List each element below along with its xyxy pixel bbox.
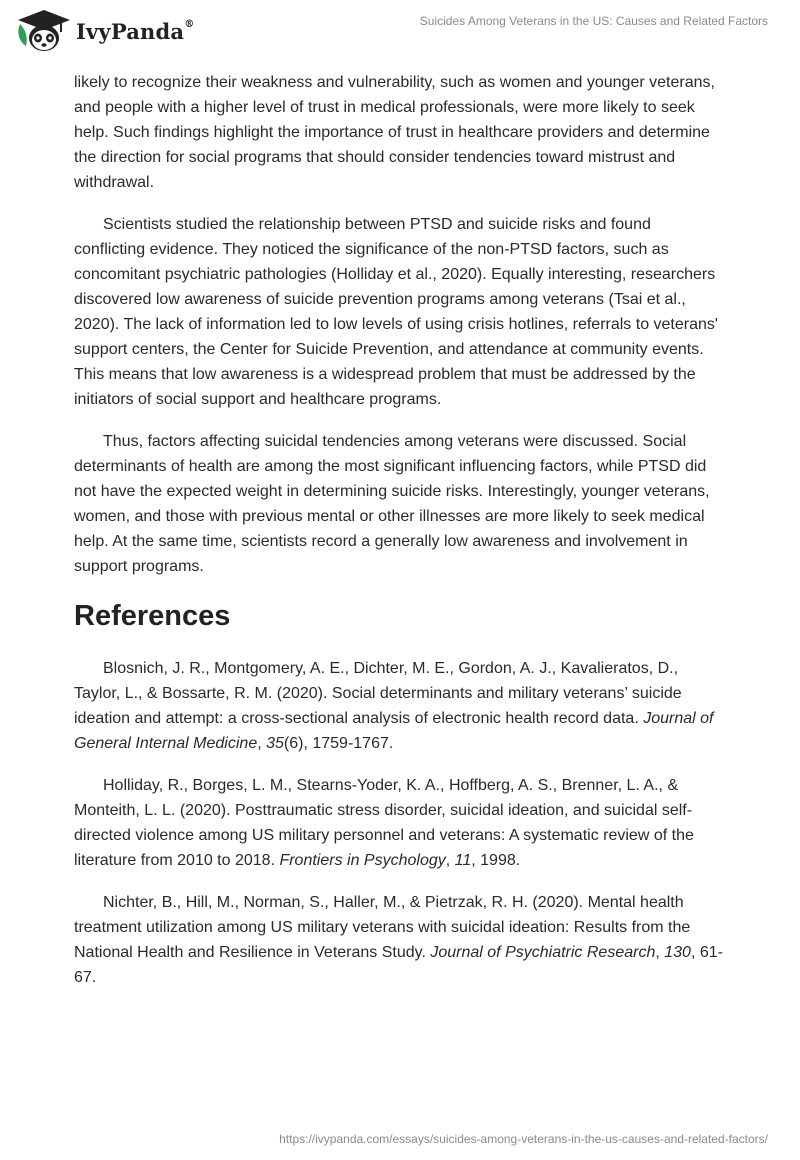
journal-volume: 35 <box>266 735 284 752</box>
references-heading: References <box>74 600 231 632</box>
reference-entry: Nichter, B., Hill, M., Norman, S., Haller, M., & Pietrzak, R. H. (2020). Mental health treatment utilization among US military veterans with suicidal ideation: Results from the National Health and Resilience in Veterans Study. Journal of Psychiatric Research, 130, 61-67. <box>74 894 723 986</box>
essay-content <box>74 70 726 1007</box>
brand-name: IvyPanda® <box>76 18 195 44</box>
reference-entry: Holliday, R., Borges, L. M., Stearns-Yoder, K. A., Hoffberg, A. S., Brenner, L. A., & Monteith, L. L. (2020). Posttraumatic stress disorder, suicidal ideation, and suicidal self-directed violence among US military personnel and veterans: A systematic review of the literature from 2010 to 2018. Frontiers in Psychology, 11, 1998. <box>74 777 694 869</box>
body-paragraph: Thus, factors affecting suicidal tendencies among veterans were discussed. Social determinants of health are among the most significant influencing factors, while PTSD did not have the expected weight in determining suicide risks. Interestingly, younger veterans, women, and those with previous mental or other illnesses are more likely to seek medical help. At the same time, scientists record a generally low awareness and involvement in support programs. <box>74 433 710 575</box>
journal-volume: 11 <box>454 852 472 869</box>
journal-title: Journal of General Internal Medicine <box>74 710 714 752</box>
source-url[interactable]: https://ivypanda.com/essays/suicides-among-veterans-in-the-us-causes-and-related-factors/ <box>279 1132 768 1146</box>
reference-entry: Blosnich, J. R., Montgomery, A. E., Dichter, M. E., Gordon, A. J., Kavalieratos, D., Taylor, L., & Bossarte, R. M. (2020). Social determinants and military veterans’ suicide ideation and attempt: a cross-sectional analysis of electronic health record data. Journal of General Internal Medicine, 35(6), 1759-1767. <box>74 660 714 752</box>
page-header <box>0 0 800 62</box>
ivypanda-logo[interactable] <box>16 8 194 54</box>
body-paragraph: likely to recognize their weakness and vulnerability, such as women and younger veterans, and people with a higher level of trust in medical professionals, were more likely to seek help. Such findings highlight the importance of trust in healthcare providers and determine the direction for social programs that should consider tendencies toward mistrust and withdrawal. <box>74 74 715 191</box>
document-title: Suicides Among Veterans in the US: Causes and Related Factors <box>419 14 768 28</box>
body-paragraph: Scientists studied the relationship between PTSD and suicide risks and found conflicting evidence. They noticed the significance of the non-PTSD factors, such as concomitant psychiatric pathologies (Holliday et al., 2020). Equally interesting, researchers discovered low awareness of suicide prevention programs among veterans (Tsai et al., 2020). The lack of information led to low levels of using crisis hotlines, referrals to veterans' support centers, the Center for Suicide Prevention, and attendance at community events. This means that low awareness is a widespread problem that must be addressed by the initiators of social support and healthcare programs. <box>74 216 718 408</box>
journal-volume: 130 <box>664 944 691 961</box>
panda-graduate-icon <box>16 8 72 54</box>
journal-title: Frontiers in Psychology <box>279 852 446 869</box>
journal-title: Journal of Psychiatric Research <box>430 944 656 961</box>
